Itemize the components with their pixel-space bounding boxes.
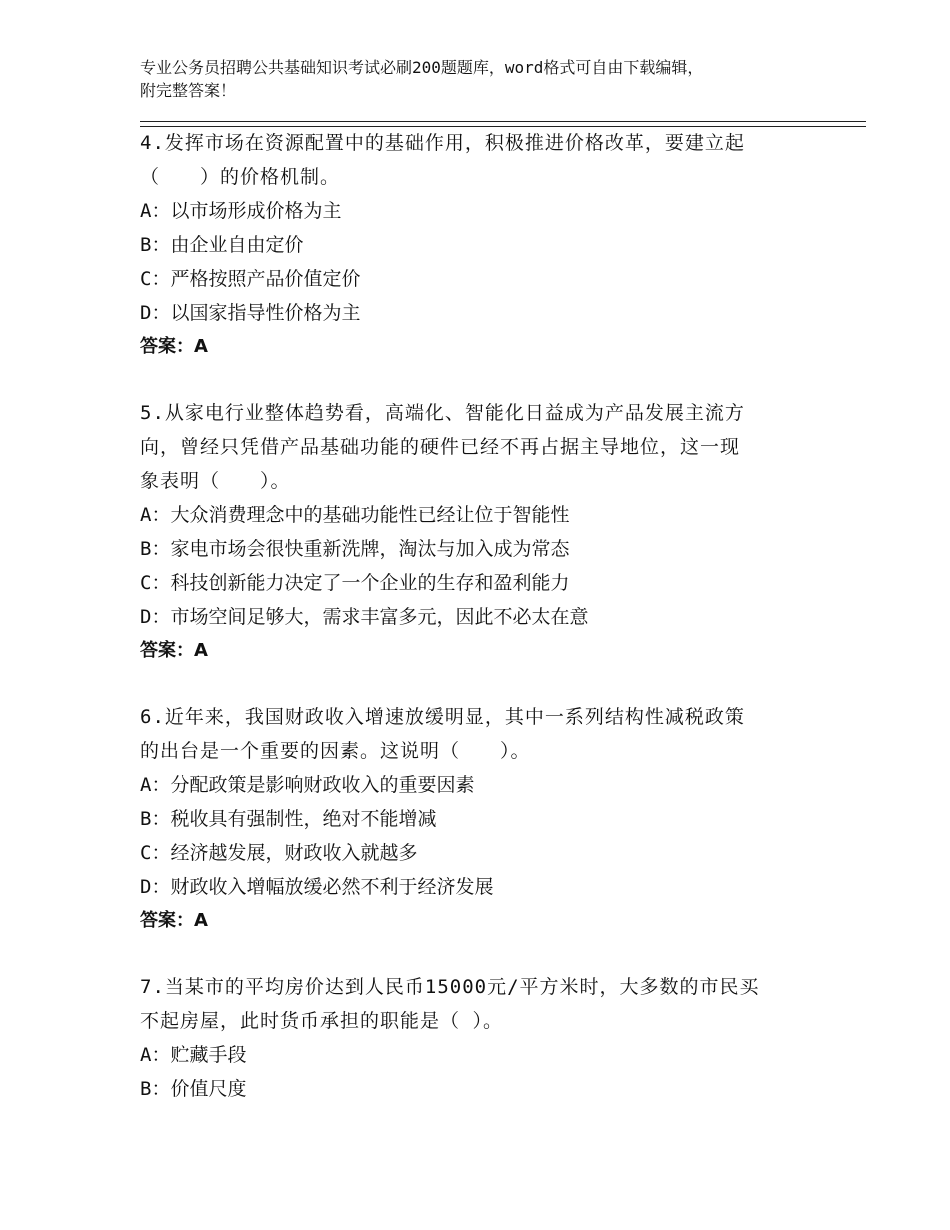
- option-b: B：由企业自由定价: [140, 234, 304, 256]
- answer-value: A: [194, 640, 208, 661]
- question-4: [140, 126, 840, 364]
- stem-line: 4.发挥市场在资源配置中的基础作用，积极推进价格改革，要建立起: [140, 132, 745, 154]
- document-header: [140, 56, 820, 102]
- option-c: C：经济越发展，财政收入就越多: [140, 842, 418, 864]
- option-a: A：贮藏手段: [140, 1044, 247, 1066]
- option-a: A：以市场形成价格为主: [140, 200, 342, 222]
- answer-value: A: [194, 336, 208, 357]
- question-list: [140, 126, 840, 1138]
- stem-line: 的出台是一个重要的因素。这说明（ ）。: [140, 740, 531, 762]
- stem-line: 5.从家电行业整体趋势看，高端化、智能化日益成为产品发展主流方: [140, 402, 745, 424]
- answer-line: [140, 330, 840, 364]
- option-b: B：价值尺度: [140, 1078, 247, 1100]
- answer-label: 答案：: [140, 640, 194, 661]
- answer-line: [140, 904, 840, 938]
- stem-line: 不起房屋，此时货币承担的职能是（ ）。: [140, 1010, 503, 1032]
- option-a: A：大众消费理念中的基础功能性已经让位于智能性: [140, 504, 570, 526]
- question-5: [140, 396, 840, 668]
- option-c: C：严格按照产品价值定价: [140, 268, 361, 290]
- option-d: D：市场空间足够大，需求丰富多元，因此不必太在意: [140, 606, 589, 628]
- question-6: [140, 700, 840, 938]
- header-line-1: 专业公务员招聘公共基础知识考试必刷200题题库，word格式可自由下载编辑，: [140, 58, 704, 77]
- option-b: B：家电市场会很快重新洗牌，淘汰与加入成为常态: [140, 538, 570, 560]
- question-stem: [140, 970, 840, 1038]
- question-stem: [140, 700, 840, 768]
- answer-line: [140, 634, 840, 668]
- question-7: [140, 970, 840, 1106]
- stem-line: 象表明（ ）。: [140, 470, 291, 492]
- answer-label: 答案：: [140, 336, 194, 357]
- stem-line: 6.近年来，我国财政收入增速放缓明显，其中一系列结构性减税政策: [140, 706, 745, 728]
- option-a: A：分配政策是影响财政收入的重要因素: [140, 774, 475, 796]
- option-c: C：科技创新能力决定了一个企业的生存和盈利能力: [140, 572, 570, 594]
- answer-label: 答案：: [140, 910, 194, 931]
- option-d: D：以国家指导性价格为主: [140, 302, 361, 324]
- stem-line: （ ）的价格机制。: [140, 166, 341, 188]
- option-b: B：税收具有强制性，绝对不能增减: [140, 808, 437, 830]
- answer-value: A: [194, 910, 208, 931]
- question-stem: [140, 396, 840, 498]
- header-line-2: 附完整答案！: [140, 81, 237, 100]
- stem-line: 向，曾经只凭借产品基础功能的硬件已经不再占据主导地位，这一现: [140, 436, 741, 458]
- option-d: D：财政收入增幅放缓必然不利于经济发展: [140, 876, 494, 898]
- question-stem: [140, 126, 840, 194]
- stem-line: 7.当某市的平均房价达到人民币15000元/平方米时，大多数的市民买: [140, 976, 760, 998]
